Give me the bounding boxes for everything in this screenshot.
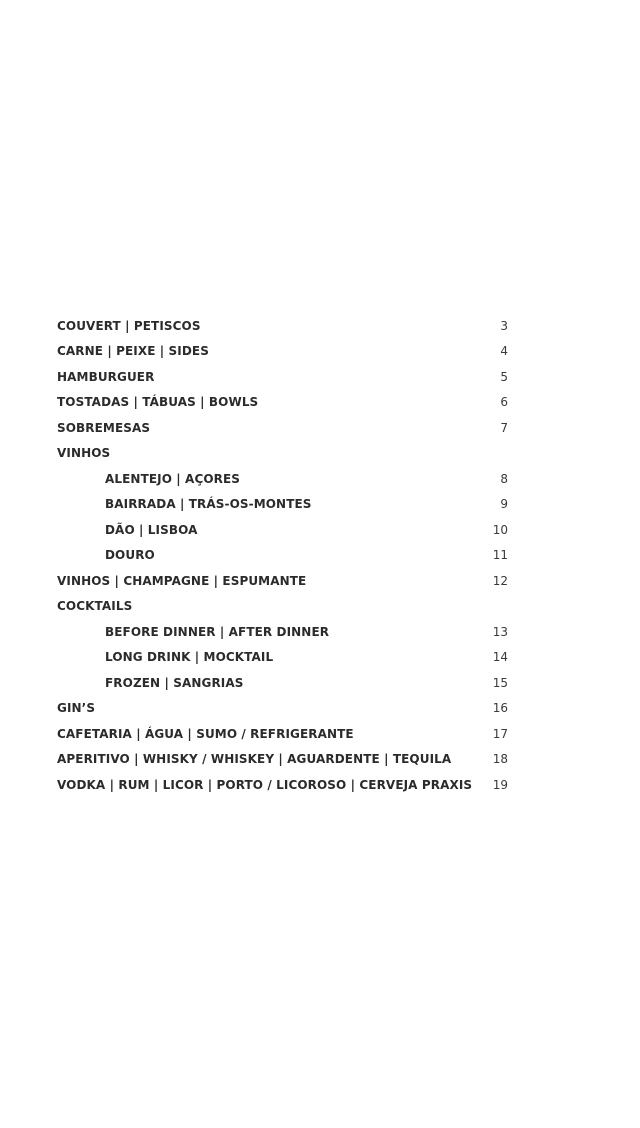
toc-entry-hamburguer[interactable] — [57, 364, 508, 390]
toc-entry-dao-lisboa[interactable] — [57, 517, 508, 543]
toc-entry-page: 15 — [492, 675, 508, 690]
toc-entry-page: 5 — [500, 369, 508, 384]
toc-entry-page: 4 — [500, 344, 508, 359]
toc-entry-label: APERITIVO | WHISKY / WHISKEY | AGUARDENTE | TEQUILA — [57, 752, 452, 767]
toc-entry-label: DÃO | LISBOA — [105, 522, 198, 537]
toc-entry-label: VODKA | RUM | LICOR | PORTO / LICOROSO | CERVEJA PRAXIS — [57, 777, 473, 792]
toc-entry-label: FROZEN | SANGRIAS — [105, 675, 244, 690]
toc-entry-carne-peixe-sides[interactable] — [57, 339, 508, 365]
toc-entry-page: 16 — [492, 701, 508, 716]
toc-entry-cafetaria[interactable] — [57, 721, 508, 747]
toc-entry-label: HAMBURGUER — [57, 369, 155, 384]
toc-entry-page: 13 — [492, 624, 508, 639]
toc-entry-label: BEFORE DINNER | AFTER DINNER — [105, 624, 330, 639]
toc-entry-alentejo-acores[interactable] — [57, 466, 508, 492]
toc-entry-gins[interactable] — [57, 696, 508, 722]
toc-entry-sobremesas[interactable] — [57, 415, 508, 441]
toc-entry-vodka-rum-licor[interactable] — [57, 772, 508, 798]
toc-entry-label: CAFETARIA | ÁGUA | SUMO / REFRIGERANTE — [57, 726, 354, 741]
toc-entry-page: 14 — [492, 650, 508, 665]
toc-entry-bairrada-tras-os-montes[interactable] — [57, 492, 508, 518]
toc-entry-label: LONG DRINK | MOCKTAIL — [105, 650, 274, 665]
toc-section-cocktails — [57, 594, 508, 620]
toc-entry-before-after-dinner[interactable] — [57, 619, 508, 645]
toc-entry-page: 6 — [500, 395, 508, 410]
toc-entry-label: COUVERT | PETISCOS — [57, 318, 201, 333]
toc-entry-vinhos-champagne-espumante[interactable] — [57, 568, 508, 594]
toc-entry-page: 9 — [500, 497, 508, 512]
toc-entry-label: SOBREMESAS — [57, 420, 151, 435]
toc-entry-aperitivo-whisky[interactable] — [57, 747, 508, 773]
toc-entry-label: TOSTADAS | TÁBUAS | BOWLS — [57, 395, 259, 410]
toc-entry-page: 11 — [492, 548, 508, 563]
toc-entry-page: 12 — [492, 573, 508, 588]
toc-entry-page: 3 — [500, 318, 508, 333]
toc-entry-page: 10 — [492, 522, 508, 537]
toc-entry-page: 7 — [500, 420, 508, 435]
toc-entry-couvert-petiscos[interactable] — [57, 313, 508, 339]
toc-entry-label: ALENTEJO | AÇORES — [105, 471, 241, 486]
toc-section-vinhos — [57, 441, 508, 467]
toc-entry-page: 18 — [492, 752, 508, 767]
toc-entry-label: VINHOS | CHAMPAGNE | ESPUMANTE — [57, 573, 307, 588]
toc-entry-page: 17 — [492, 726, 508, 741]
toc-entry-label: BAIRRADA | TRÁS-OS-MONTES — [105, 497, 312, 512]
toc-entry-label: CARNE | PEIXE | SIDES — [57, 344, 209, 359]
toc-entry-label: GIN’S — [57, 701, 96, 716]
toc-entry-frozen-sangrias[interactable] — [57, 670, 508, 696]
toc-entry-page: 8 — [500, 471, 508, 486]
toc-section-label: VINHOS — [57, 446, 111, 461]
toc-entry-label: DOURO — [105, 548, 155, 563]
toc-entry-page: 19 — [492, 777, 508, 792]
toc-entry-long-drink-mocktail[interactable] — [57, 645, 508, 671]
toc-entry-tostadas-tabuas-bowls[interactable] — [57, 390, 508, 416]
toc-entry-douro[interactable] — [57, 543, 508, 569]
table-of-contents — [57, 313, 508, 798]
toc-section-label: COCKTAILS — [57, 599, 133, 614]
